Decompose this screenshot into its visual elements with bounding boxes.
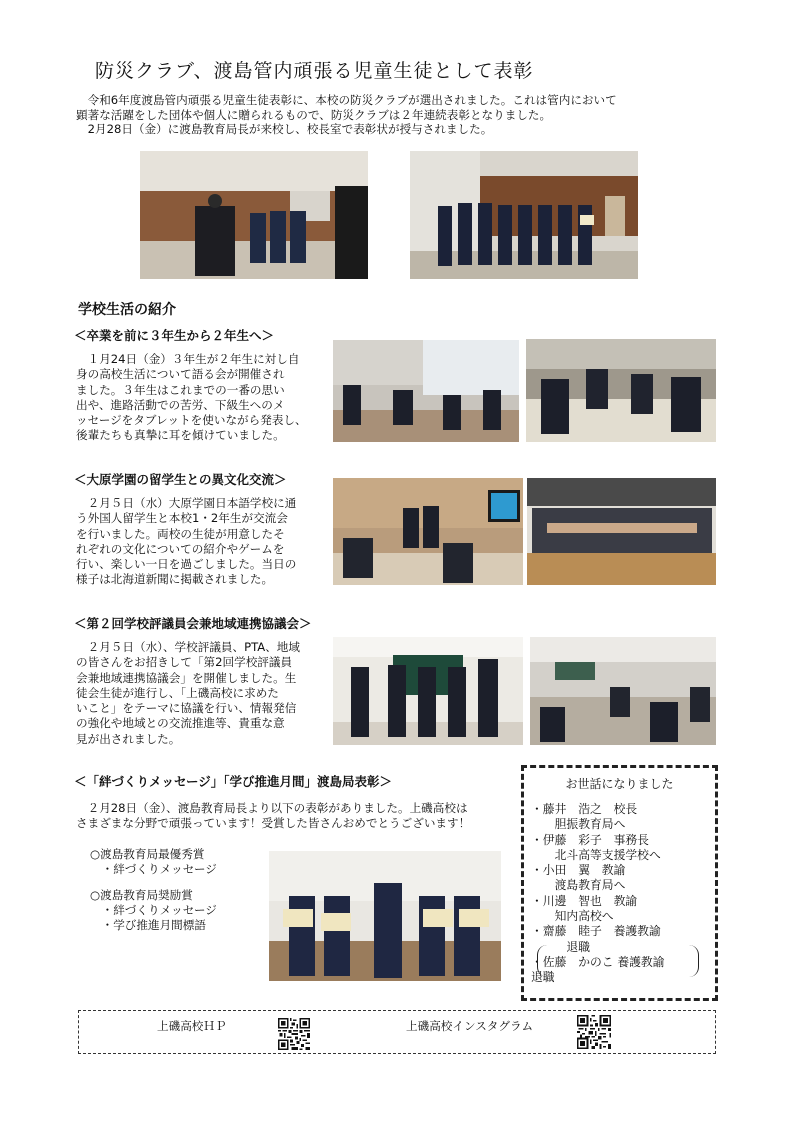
photo-award-recipients (269, 851, 501, 981)
awards-intro (76, 801, 470, 830)
award-item: ・絆づくりメッセージ (90, 903, 217, 917)
photo-exchange-group (527, 478, 716, 585)
awards-list-2 (90, 888, 217, 933)
section-body-council (76, 640, 300, 747)
farewell-line: ・小田 翼 教諭 (531, 863, 626, 878)
farewell-line: ・川邊 智也 教諭 (531, 893, 638, 908)
photo-award-ceremony (140, 151, 368, 279)
award-item: ○渡島教育局奨励賞 (90, 888, 193, 902)
body-line: を行いました。両校の生徒が用意したそ (76, 526, 285, 541)
page-title: 防災クラブ、渡島管内頑張る児童生徒として表彰 (95, 60, 534, 82)
body-line: いこと」をテーマに協議を行い、情報発信 (76, 701, 297, 716)
body-line: ２月５日（水）、学校評議員、PTA、地域 (76, 640, 300, 654)
body-line: ました。３年生はこれまでの一番の思い (76, 382, 285, 397)
farewell-line: ・伊藤 彩子 事務長 (531, 832, 649, 847)
award-item: ○渡島教育局最優秀賞 (90, 847, 205, 861)
body-line: 行い、楽しい一日を過ごしました。当日の (76, 557, 297, 572)
farewell-line: ・佐藤 かのこ 養護教諭 (531, 954, 665, 969)
award-item: ・学び推進月間標語 (90, 918, 206, 932)
body-line: う外国人留学生と本校1・2年生が交流会 (76, 511, 288, 526)
photo-council-meeting (530, 637, 716, 745)
farewell-title: お世話になりました (565, 777, 674, 791)
photo-classroom-presentation (333, 340, 519, 442)
body-line: 後輩たちも真摯に耳を傾けていました。 (76, 428, 285, 443)
body-line: 見が出されました。 (76, 731, 181, 746)
school-hp-label: 上磯高校ＨＰ (157, 1019, 227, 1033)
body-line: １月24日（金）３年生が２年生に対し自 (76, 352, 300, 366)
section-body-cultural-exchange (76, 496, 296, 588)
section-heading-cultural-exchange: ＜大原学園の留学生との異文化交流＞ (74, 472, 287, 487)
intro-paragraph (76, 93, 617, 137)
farewell-line: 退職 (531, 939, 590, 954)
section-heading-council: ＜第２回学校評議員会兼地域連携協議会＞ (74, 616, 312, 631)
body-line: 徒会生徒が進行し、「上磯高校に求めた (76, 685, 279, 700)
farewell-line: 渡島教育局へ (531, 878, 626, 893)
photo-group-with-certificate (410, 151, 638, 279)
section-body-graduation (76, 352, 307, 444)
farewell-line: 知内高校へ (531, 909, 614, 924)
intro-line: 令和6年度渡島管内頑張る児童生徒表彰に、本校の防災クラブが選出されました。これは管内において (76, 93, 617, 107)
intro-line: 2月28日（金）に渡島教育局長が来校し、校長室で表彰状が授与されました。 (76, 122, 493, 136)
body-line: 会兼地域連携協議会」を開催しました。生 (76, 670, 297, 685)
body-line: ッセージをタブレットを使いながら発表し、 (76, 413, 307, 428)
awards-list-1 (90, 847, 217, 877)
school-instagram-qr-code[interactable] (577, 1015, 611, 1049)
school-instagram-label: 上磯高校インスタグラム (406, 1019, 534, 1033)
farewell-line: ・齋藤 睦子 養護教諭 (531, 924, 661, 939)
body-line: 様子は北海道新聞に掲載されました。 (76, 572, 274, 587)
awards-intro-line: ２月28日（金）、渡島教育局長より以下の表彰がありました。上磯高校は (76, 801, 468, 815)
photo-exchange-session (333, 478, 523, 585)
farewell-line: 北斗高等支援学校へ (531, 847, 661, 862)
awards-heading: ＜「絆づくりメッセージ」「学び推進月間」渡島局表彰＞ (74, 774, 393, 789)
school-life-heading: 学校生活の紹介 (78, 302, 176, 318)
school-hp-qr-code[interactable] (278, 1018, 310, 1050)
photo-council-presenters (333, 637, 523, 745)
body-line: の強化や地域との交流推進等、貴重な意 (76, 716, 285, 731)
farewell-line: 退職 (531, 970, 555, 985)
section-heading-graduation: ＜卒業を前に３年生から２年生へ＞ (74, 328, 275, 343)
body-line: ２月５日（水）大原学園日本語学校に通 (76, 496, 297, 510)
awards-intro-line: さまざまな分野で頑張っています！受賞した皆さんおめでとうございます！ (76, 815, 471, 830)
body-line: 身の高校生活について語る会が開催され (76, 367, 285, 382)
intro-line: 顕著な活躍をした団体や個人に贈られるもので、防災クラブは２年連続表彰となりました。 (76, 107, 552, 122)
farewell-line: ・藤井 浩之 校長 (531, 802, 638, 816)
body-line: の皆さんをお招きして「第2回学校評議員 (76, 655, 293, 670)
photo-students-with-tablets (526, 339, 716, 442)
body-line: れぞれの文化についての紹介やゲームを (76, 541, 285, 556)
award-item: ・絆づくりメッセージ (90, 862, 217, 876)
farewell-line: 胆振教育局へ (531, 817, 626, 832)
body-line: 出や、進路活動での苦労、下級生へのメ (76, 397, 285, 412)
farewell-bracket (537, 945, 699, 977)
